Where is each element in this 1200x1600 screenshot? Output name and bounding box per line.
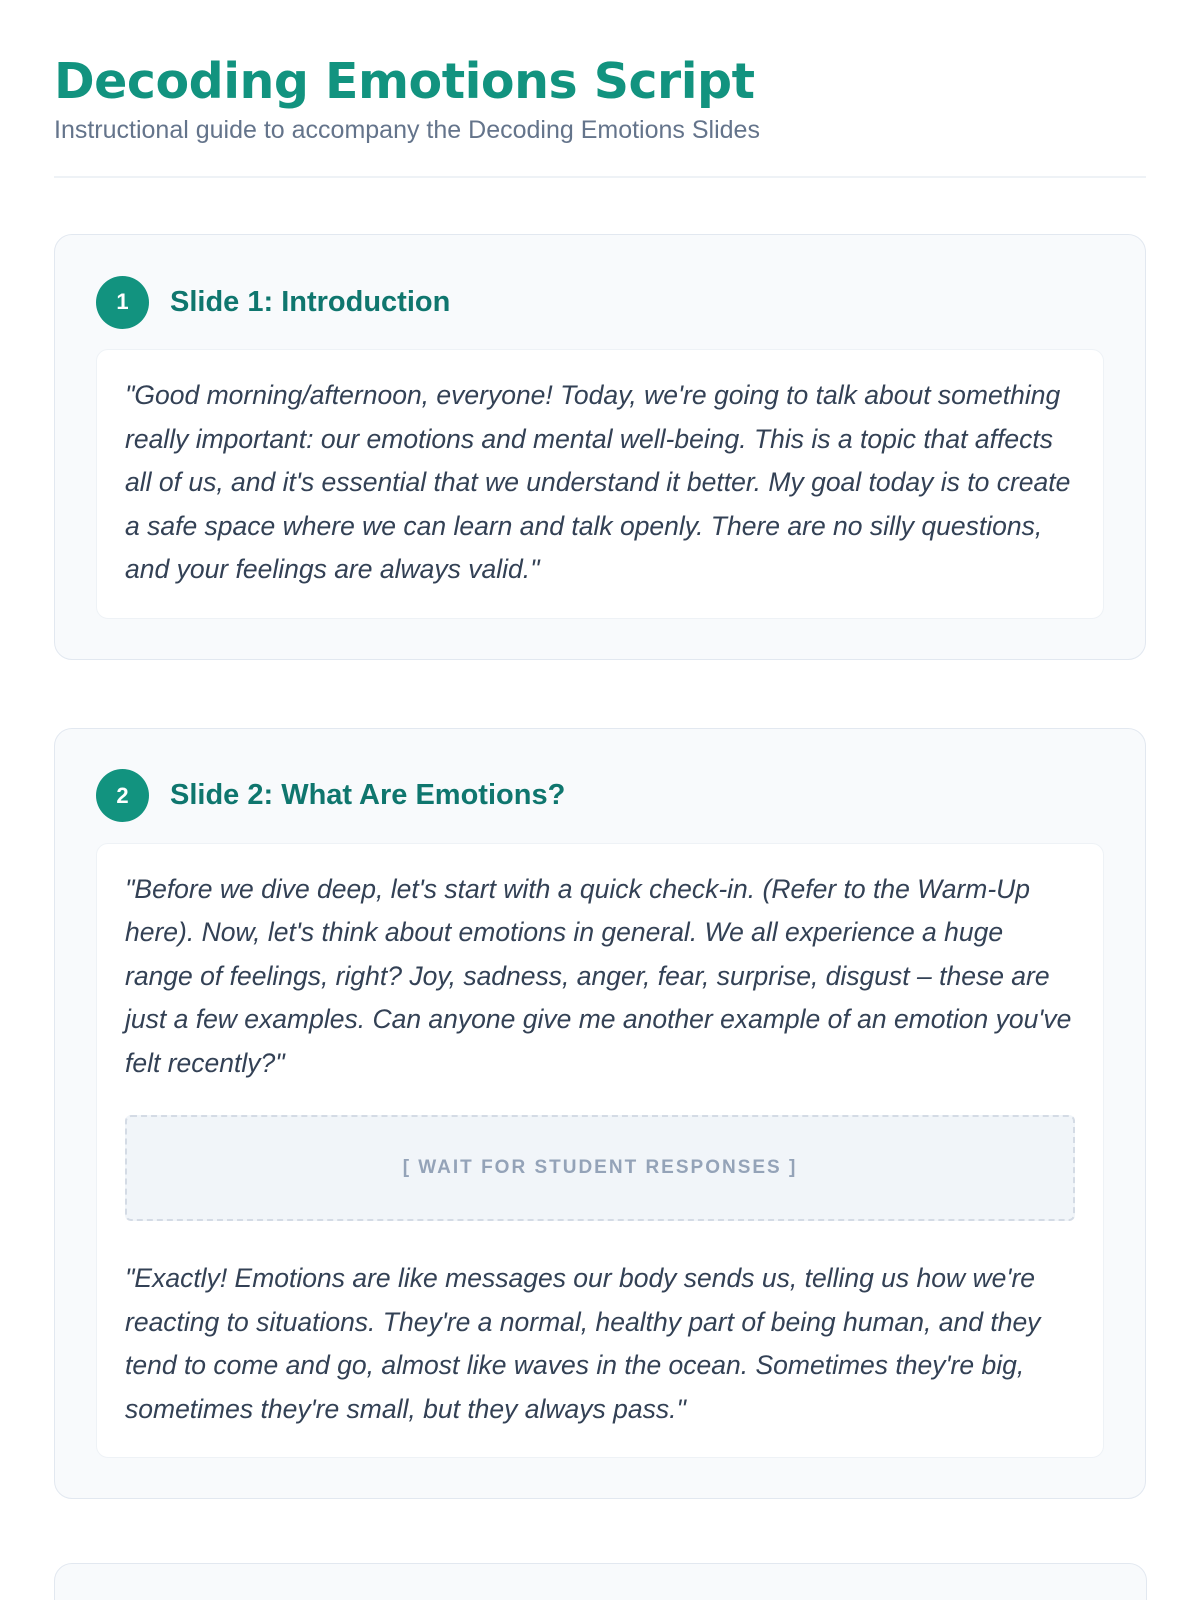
next-slide-card [54,1563,1147,1600]
script-text-after: "Exactly! Emotions are like messages our body sends us, telling us how we're reacting to situations. They're a normal, healthy part of being human, and they tend to come and go, almost like waves in the ocean. Sometimes they're big, sometimes they're small, but they always pass." [125,1263,1041,1424]
slide-2-card [54,728,1146,1500]
script-box [96,843,1104,1459]
page-header [54,52,1146,178]
script-box [96,349,1104,619]
wait-for-responses-prompt: [ WAIT FOR STUDENT RESPONSES ] [125,1115,1075,1221]
slide-1-header [96,275,1104,329]
slide-title: Slide 1: Introduction [170,285,451,318]
slide-number-badge: 1 [96,276,149,329]
slide-2-header [96,769,1104,823]
page-title: Decoding Emotions Script [54,53,755,110]
slide-number-badge: 2 [96,769,149,822]
script-text-before: "Before we dive deep, let's start with a quick check-in. (Refer to the Warm-Up here). Now, let's think about emotions in general. We all experience a huge range of feelings, right? Joy, sadness, anger, fear, surprise, disgust – these are just a few examples. Can anyone give me another example of an emotion you've felt recently?" [125,873,1072,1078]
page-subtitle: Instructional guide to accompany the Decoding Emotions Slides [54,116,760,144]
script-text: "Good morning/afternoon, everyone! Today, we're going to talk about something really important: our emotions and mental well-being. This is a topic that affects all of us, and it's essential that we understand it better. My goal today is to create a safe space where we can learn and talk openly. There are no silly questions, and your feelings are always valid." [125,380,1071,584]
slide-title: Slide 2: What Are Emotions? [170,779,566,811]
slide-1-card [54,234,1146,660]
